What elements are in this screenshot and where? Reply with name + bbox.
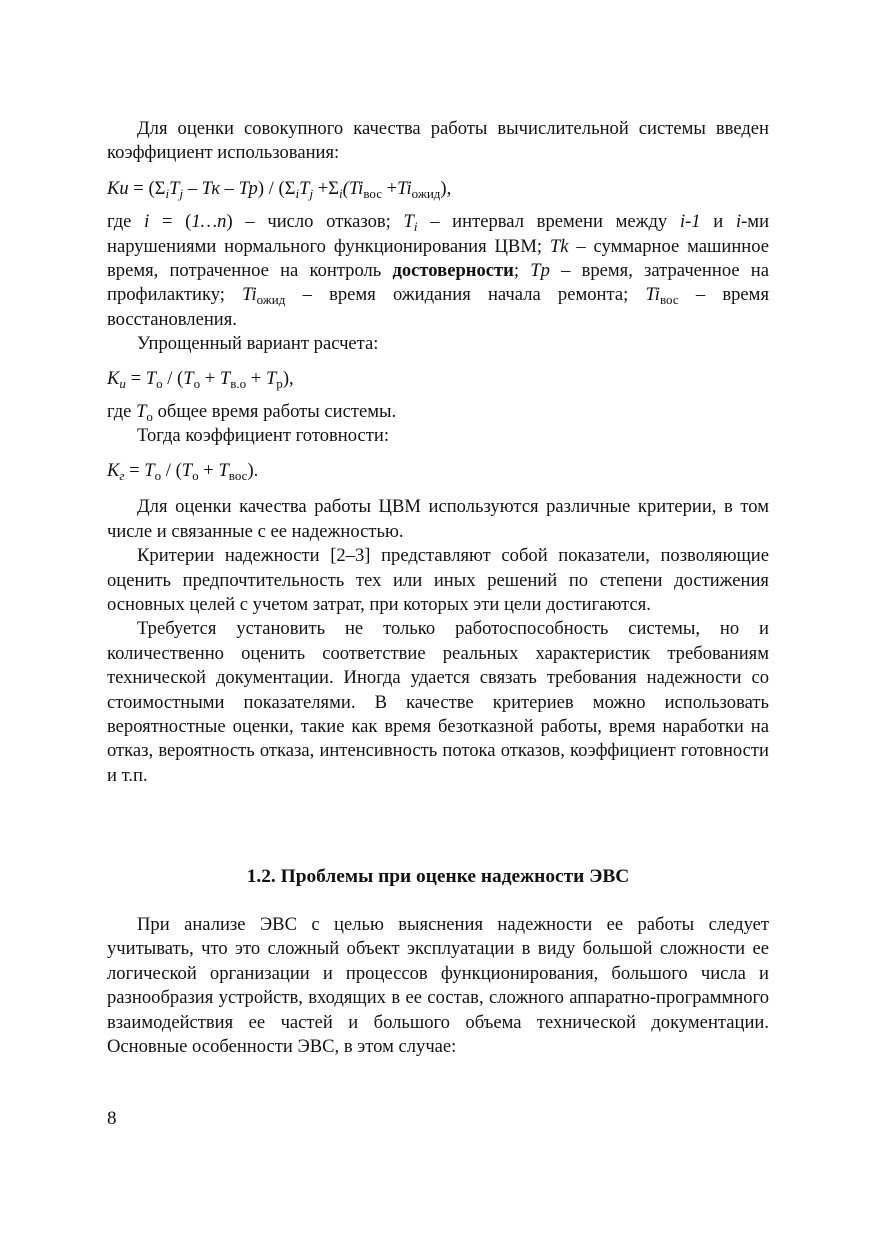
paragraph-text: Требуется установить не только работоспособность системы, но и количественно оценить соответствие реальных характеристик требованиям технической документации. Иногда удается связать требования надежности со стоимостными показателями. В качестве критериев можно использовать вероятностные оценки, такие как время безотказной работы, время наработки на отказ, вероятность отказа, интенсивность потока отказов, коэффициент готовности и т.п. <box>107 618 769 786</box>
formula-subscript: р <box>276 375 283 391</box>
formula-text: T <box>218 459 229 481</box>
formula-text: = (Σ <box>128 177 166 199</box>
paragraph-text: Для оценки качества работы ЦВМ используются различные критерии, в том числе и связанные с ее надежностью. <box>107 496 769 542</box>
paragraph-criteria <box>107 495 769 544</box>
paragraph-analysis <box>107 913 769 1059</box>
formula-utilization-coefficient <box>107 177 769 201</box>
paragraph-text: ) – число отказов; <box>226 211 404 233</box>
formula-text: K <box>107 459 120 481</box>
formula-simplified <box>107 367 769 391</box>
formula-subscript: о <box>154 467 162 483</box>
paragraph-subscript: ожид <box>256 292 286 308</box>
formula-text: +Σ <box>313 177 340 199</box>
paragraph-readiness <box>107 424 769 448</box>
formula-subscript: i <box>295 185 300 201</box>
paragraph-subscript: i <box>413 219 418 235</box>
paragraph-text: – интервал времени между <box>417 211 680 233</box>
formula-text: K <box>107 367 120 389</box>
formula-text: / ( <box>162 367 184 389</box>
formula-subscript: j <box>179 185 184 201</box>
paragraph-text: i-1 <box>679 211 701 233</box>
formula-text: = <box>125 367 146 389</box>
formula-text: Тк <box>201 177 221 199</box>
formula-subscript: о <box>156 375 163 391</box>
formula-text: T <box>299 177 310 199</box>
paragraph-intro <box>107 117 769 166</box>
formula-text: (Ti <box>342 177 364 199</box>
formula-text: – <box>220 177 239 199</box>
paragraph-bold-term: достоверности <box>392 260 514 282</box>
paragraph-text: где <box>107 211 145 233</box>
formula-text: + <box>382 177 398 199</box>
section-heading: 1.2. Проблемы при оценке надежности ЭВС <box>246 866 630 887</box>
formula-subscript: и <box>119 375 126 391</box>
paragraph-text: Ti <box>645 284 660 306</box>
formula-text: ). <box>247 459 259 481</box>
formula-text: = <box>124 459 145 481</box>
formula-subscript: о <box>192 467 199 483</box>
paragraph-text: Упрощенный вариант расчета: <box>137 333 379 355</box>
paragraph-text: и <box>700 211 736 233</box>
formula-subscript: i <box>339 185 343 201</box>
paragraph-text: Тогда коэффициент готовности: <box>137 425 389 447</box>
paragraph-text: Ti <box>242 284 257 306</box>
paragraph-text: = ( <box>149 211 192 233</box>
formula-subscript: ожид <box>411 185 441 201</box>
formula-subscript: i <box>165 185 170 201</box>
paragraph-text: Tk <box>549 235 569 257</box>
paragraph-requirements <box>107 617 769 788</box>
formula-text: T <box>219 367 231 389</box>
formula-text: + <box>198 459 219 481</box>
formula-subscript: г <box>119 467 125 483</box>
paragraph-text: ; <box>513 260 531 282</box>
formula-text: Ки <box>107 177 129 199</box>
section-text-block <box>107 913 769 1059</box>
formula-text: ), <box>440 177 452 199</box>
paragraph-reliability-criteria <box>107 544 769 617</box>
paragraph-text: i <box>144 211 150 233</box>
paragraph-definitions <box>107 210 769 332</box>
paragraph-text: – время, затраченное на профилактику; <box>107 260 769 306</box>
formula-subscript: в.о <box>230 375 247 391</box>
formula-subscript: вос <box>228 467 248 483</box>
page-number: 8 <box>107 1108 117 1129</box>
formula-text: ) / (Σ <box>257 177 296 199</box>
paragraph-text: T <box>403 211 414 233</box>
paragraph-text: где <box>107 401 137 423</box>
formula-subscript: о <box>193 375 201 391</box>
formula-text: + <box>200 367 220 389</box>
paragraph-text: При анализе ЭВС с целью выяснения надежности ее работы следует учитывать, что это сложный объект эксплуатации в виду большой сложности ее логической организации и процессов функционирования, большого числа и разнообразия устройств, входящих в ее состав, сложного аппаратно-программного взаимодействия ее частей и большого объема технической документации. Основные особенности ЭВС, в этом случае: <box>107 914 769 1058</box>
paragraph-subscript: вос <box>659 292 679 308</box>
formula-text: T <box>169 177 180 199</box>
formula-text: T <box>144 459 155 481</box>
paragraph-text: -ми нарушениями нормального функционирования ЦВМ; <box>107 211 770 257</box>
paragraph-text: Для оценки совокупного качества работы вычислительной системы введен коэффициент использования: <box>107 118 769 164</box>
paragraph-total-time <box>107 400 769 424</box>
formula-subscript: j <box>309 185 314 201</box>
formula-text: T <box>265 367 277 389</box>
formula-text: / ( <box>161 459 182 481</box>
paragraph-text: – время восстановления. <box>107 284 770 330</box>
paragraph-text: – суммарное машинное время, потраченное на контроль <box>107 235 769 282</box>
formula-text: Тр <box>238 177 258 199</box>
paragraph-text: 1…n <box>191 211 227 233</box>
formula-text: Ti <box>397 177 412 199</box>
formula-text: T <box>183 367 194 389</box>
formula-subscript: вос <box>363 185 383 201</box>
formula-text: T <box>145 367 157 389</box>
formula-text: T <box>181 459 193 481</box>
formula-readiness <box>107 459 769 483</box>
paragraph-text: Критерии надежности [2–3] представляют собой показатели, позволяющие оценить предпочтительность тех или иных решений по степени достижения основных целей с учетом затрат, при которых эти цели достигаются. <box>107 545 769 615</box>
formula-text: + <box>246 367 266 389</box>
paragraph-subscript: о <box>146 408 153 424</box>
formula-text: ), <box>282 367 294 389</box>
main-text-block <box>107 117 769 788</box>
paragraph-text: Tp <box>530 260 550 282</box>
formula-text: – <box>183 177 202 199</box>
paragraph-simplified <box>107 332 769 356</box>
paragraph-text: общее время работы системы. <box>152 401 397 423</box>
paragraph-text: i <box>735 211 742 233</box>
paragraph-text: T <box>136 401 147 423</box>
paragraph-text: – время ожидания начала ремонта; <box>285 284 646 306</box>
